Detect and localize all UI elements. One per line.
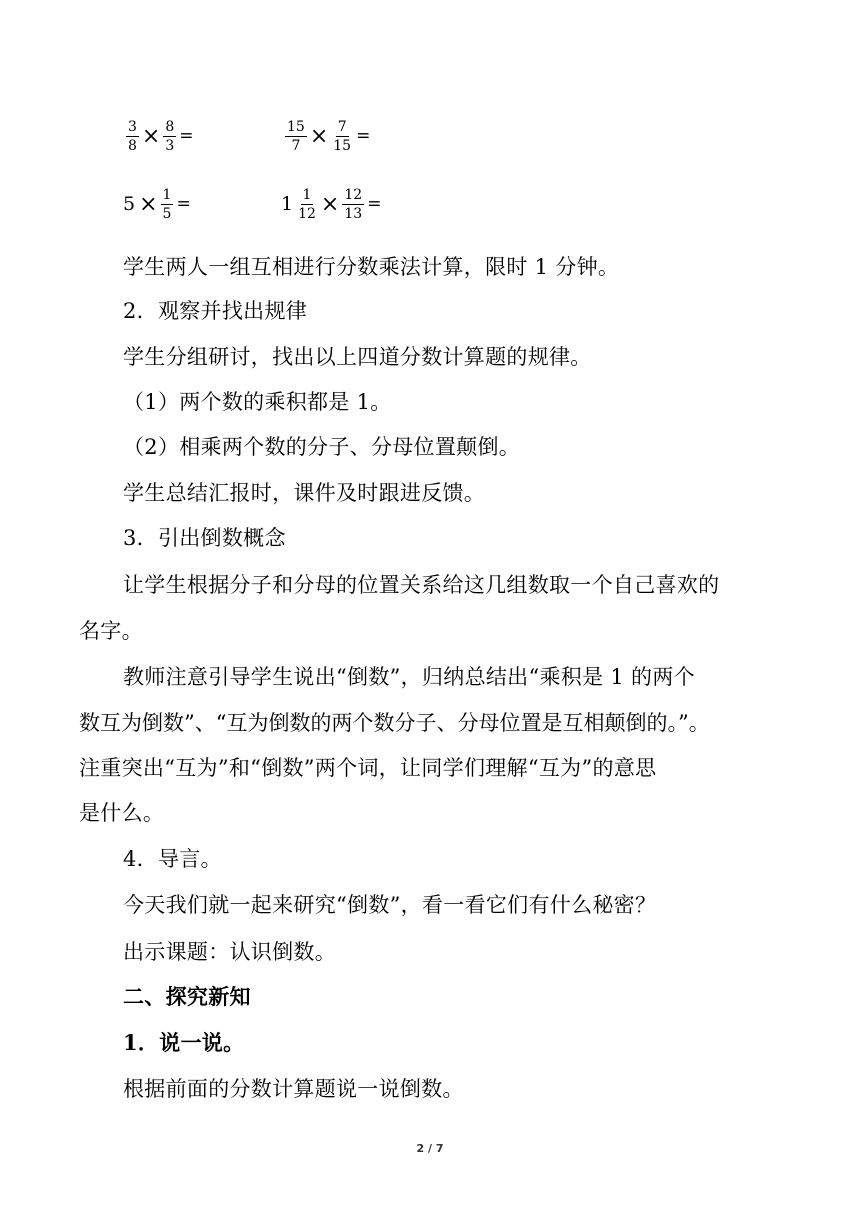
body-line: 让学生根据分子和分母的位置关系给这几组数取一个自己喜欢的 [123, 573, 720, 597]
denominator: 8 [128, 138, 137, 154]
denominator: 3 [165, 138, 175, 154]
integer: 1 [281, 193, 294, 215]
body-line: 教师注意引导学生说出“倒数”，归纳总结出“乘积是 1 的两个 [123, 665, 695, 689]
section-heading: 2．观察并找出规律 [123, 299, 308, 323]
fraction [342, 188, 364, 221]
list-item: （2）相乘两个数的分子、分母位置颠倒。 [123, 435, 521, 459]
times-sign: × [141, 123, 161, 149]
equals-sign: = [179, 126, 194, 146]
numerator: 7 [337, 119, 347, 135]
equation-2 [284, 120, 372, 153]
denominator: 15 [333, 138, 352, 154]
numerator: 8 [165, 119, 175, 135]
body-line: 数互为倒数”、“互为倒数的两个数分子、分母位置是互相颠倒的。”。 [79, 711, 710, 735]
denominator: 12 [298, 206, 316, 222]
body-line: 根据前面的分数计算题说一说倒数。 [123, 1077, 464, 1101]
fraction [285, 120, 307, 153]
denominator: 13 [344, 206, 363, 222]
body-line: 学生两人一组互相进行分数乘法计算，限时 1 分钟。 [123, 255, 620, 279]
body-line: 注重突出“互为”和“倒数”两个词，让同学们理解“互为”的意思 [79, 756, 657, 780]
numerator: 3 [128, 119, 137, 135]
fraction [161, 188, 174, 221]
fraction [331, 120, 353, 153]
numerator: 1 [162, 187, 172, 203]
body-line: 今天我们就一起来研究“倒数”，看一看它们有什么秘密？ [123, 893, 657, 917]
body-line: 名字。 [79, 619, 143, 643]
equals-sign: = [176, 194, 191, 214]
equals-sign: = [367, 194, 382, 214]
denominator: 7 [291, 138, 301, 154]
section-heading: 1．说一说。 [123, 1030, 245, 1055]
body-line: 学生分组研讨，找出以上四道分数计算题的规律。 [123, 345, 592, 369]
section-heading: 二、探究新知 [123, 984, 251, 1009]
section-heading: 4．导言。 [123, 847, 222, 871]
times-sign: × [309, 123, 329, 149]
numerator: 12 [344, 187, 363, 203]
fraction [163, 120, 176, 153]
equals-sign: = [356, 126, 371, 146]
numerator: 15 [287, 119, 305, 135]
fraction [126, 120, 139, 153]
times-sign: × [139, 191, 158, 217]
integer: 5 [123, 193, 136, 215]
section-heading: 3．引出倒数概念 [123, 526, 286, 550]
list-item: （1）两个数的乘积都是 1。 [123, 390, 392, 414]
numerator: 1 [302, 187, 312, 203]
page-number: 2 / 7 [416, 1142, 444, 1155]
body-line: 是什么。 [79, 801, 165, 825]
body-line: 学生总结汇报时，课件及时跟进反馈。 [123, 481, 486, 505]
times-sign: × [320, 191, 340, 217]
denominator: 5 [162, 206, 172, 222]
equation-1 [125, 120, 196, 153]
equation-3 [123, 188, 193, 221]
body-line: 出示课题：认识倒数。 [123, 940, 336, 964]
equation-4 [281, 188, 383, 221]
fraction [296, 188, 318, 221]
